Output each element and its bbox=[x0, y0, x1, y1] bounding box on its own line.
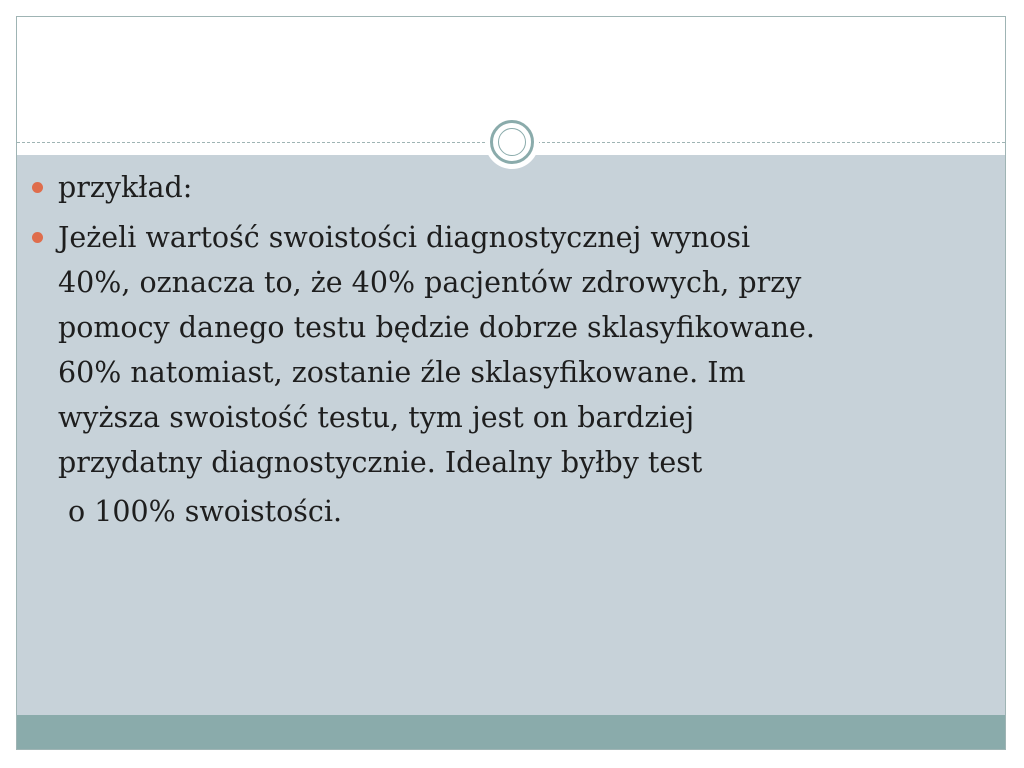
bullet-text-line: 60% natomiast, zostanie źle sklasyfikowane. Im bbox=[58, 356, 746, 389]
bullet-dot-icon bbox=[32, 232, 43, 243]
ornament-inner-ring bbox=[498, 128, 526, 156]
bullet-text-line: pomocy danego testu będzie dobrze sklasyfikowane. bbox=[58, 311, 815, 344]
bullet-text-line: wyższa swoistość testu, tym jest on bardziej bbox=[58, 401, 695, 434]
ornament-ring bbox=[490, 120, 534, 164]
bullet-text-line: Jeżeli wartość swoistości diagnostycznej wynosi bbox=[58, 221, 751, 254]
bullet-continuation: o 100% swoistości. bbox=[68, 495, 343, 528]
bullet-item-example bbox=[32, 165, 932, 210]
bullet-text-line: 40%, oznacza to, że 40% pacjentów zdrowych, przy bbox=[58, 266, 802, 299]
bullet-list bbox=[32, 165, 932, 539]
bullet-text: przykład: bbox=[58, 171, 193, 204]
bullet-dot-icon bbox=[32, 182, 43, 193]
bullet-item-specificity bbox=[32, 215, 932, 534]
footer-band bbox=[17, 715, 1005, 749]
circle-ornament-icon bbox=[485, 115, 539, 169]
bullet-text-line: przydatny diagnostycznie. Idealny byłby test bbox=[58, 446, 703, 479]
